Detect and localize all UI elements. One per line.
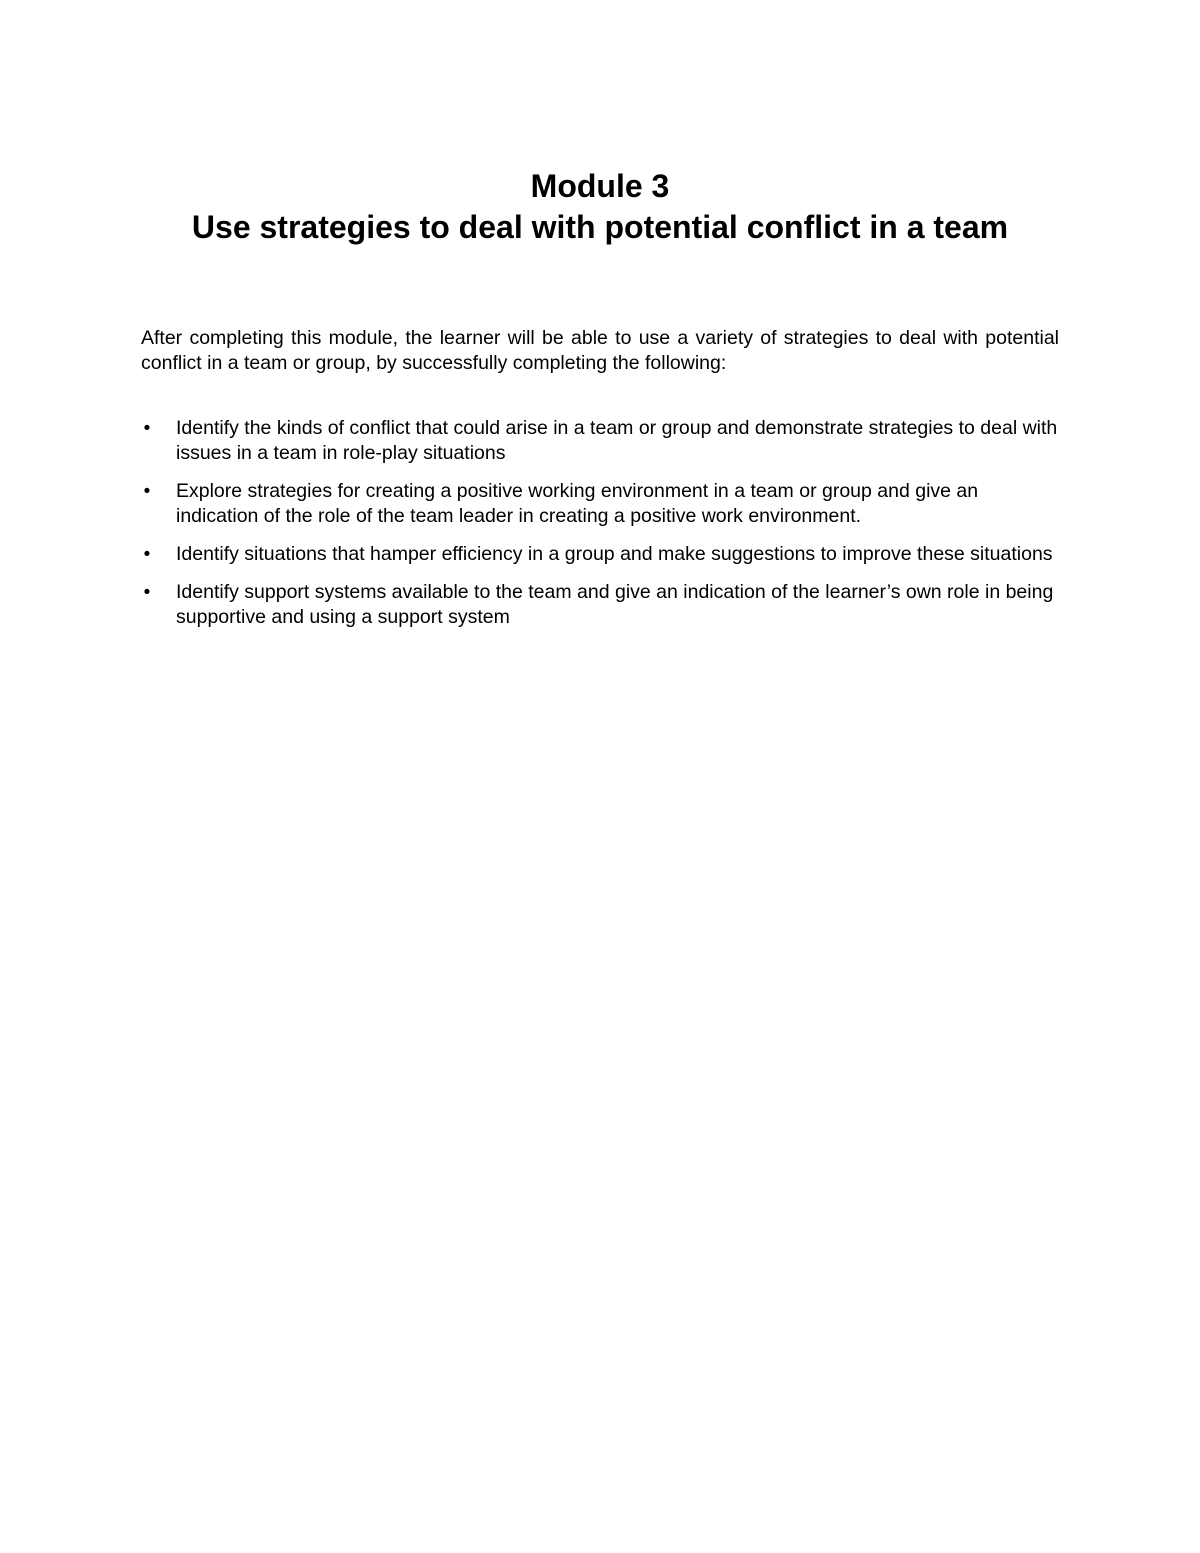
objective-text: Identify support systems available to the team and give an indication of the learner’s own role in being supportive and using a support system (176, 581, 1054, 628)
objective-text: Explore strategies for creating a positive working environment in a team or group and give an indication of the role of the team leader in creating a positive work environment. (176, 480, 979, 527)
bullet-icon: • (143, 418, 151, 439)
objective-text: Identify situations that hamper efficiency in a group and make suggestions to improve these situations (176, 543, 1053, 565)
bullet-icon: • (143, 481, 151, 502)
objectives-list (141, 416, 1059, 643)
intro-paragraph: After completing this module, the learner will be able to use a variety of strategies to deal with potential conflict in a team or group, by successfully completing the following: (141, 327, 1059, 374)
bullet-icon: • (143, 544, 151, 565)
module-title: Use strategies to deal with potential conflict in a team (191, 209, 1009, 245)
module-label: Module 3 (530, 168, 670, 204)
objective-item (141, 416, 1059, 466)
objective-item (141, 479, 1059, 529)
objective-item (141, 580, 1059, 630)
objective-text: Identify the kinds of conflict that could arise in a team or group and demonstrate strategies to deal with issues in a team in role-play situations (176, 417, 1058, 464)
objective-item (141, 542, 1059, 567)
bullet-icon: • (143, 582, 151, 603)
